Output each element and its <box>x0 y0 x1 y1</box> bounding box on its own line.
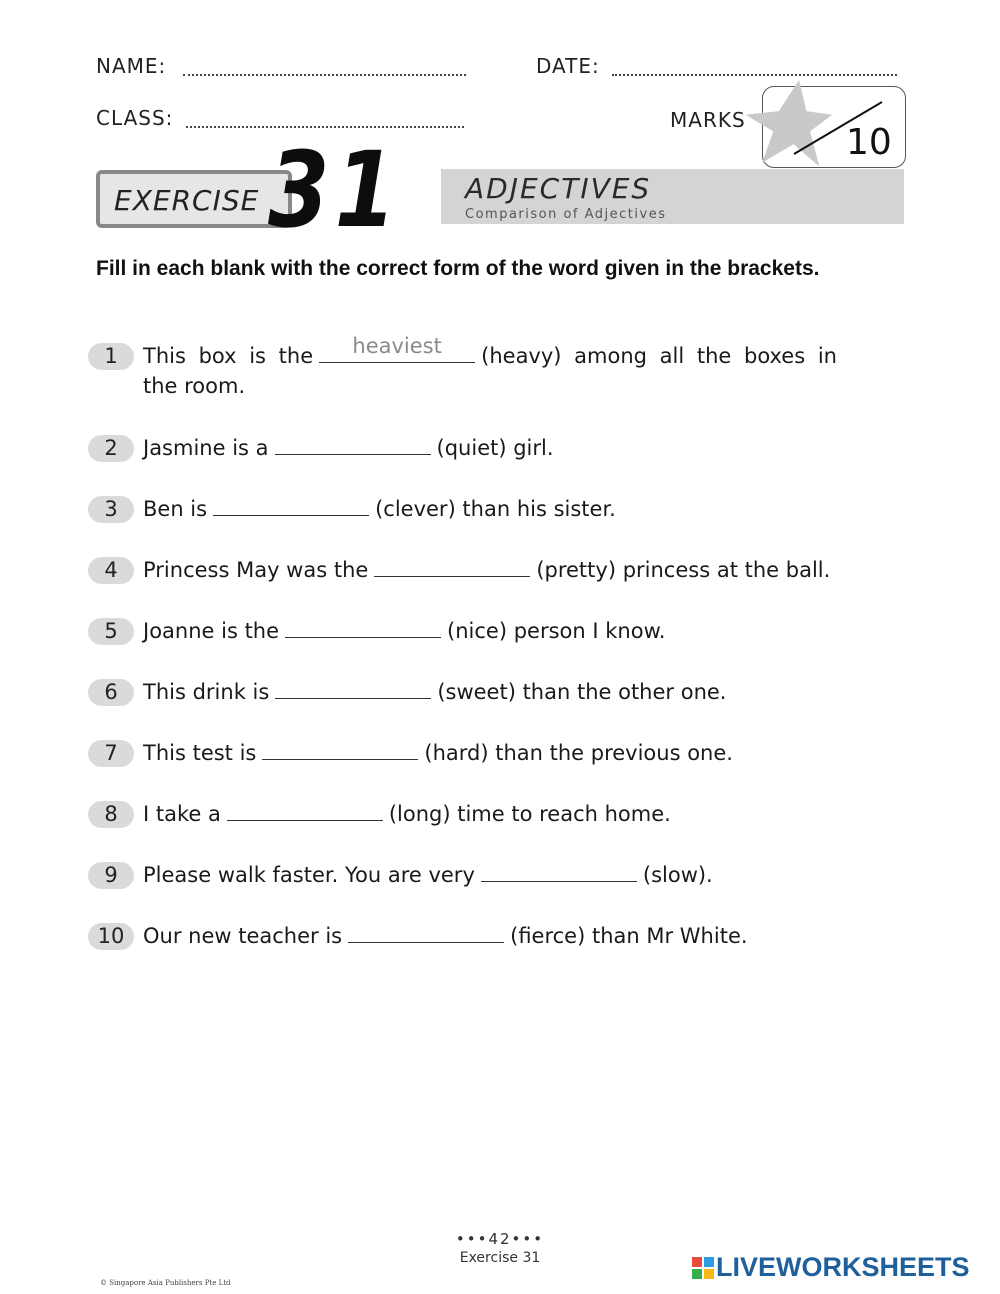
class-field[interactable] <box>186 126 464 128</box>
question-text <box>143 737 733 769</box>
topic-title: ADJECTIVES <box>465 172 652 205</box>
answer-blank[interactable] <box>275 676 431 699</box>
question-text <box>143 859 713 891</box>
question-number-badge: 6 <box>88 679 134 706</box>
question-text-after: (fierce) than Mr White. <box>510 924 748 948</box>
question-text <box>143 676 726 708</box>
answer-blank[interactable] <box>319 334 475 363</box>
question-row <box>88 615 908 651</box>
question-row <box>88 432 908 468</box>
exercise-word: EXERCISE <box>114 184 260 217</box>
answer-blank[interactable] <box>285 615 441 638</box>
question-row <box>88 859 908 895</box>
question-row <box>88 334 908 398</box>
question-text-after: (hard) than the previous one. <box>424 741 733 765</box>
question-number-badge: 3 <box>88 496 134 523</box>
question-text-after: (quiet) girl. <box>436 436 554 460</box>
question-text <box>143 920 748 952</box>
question-row <box>88 920 908 956</box>
question-row <box>88 798 908 834</box>
class-label: CLASS: <box>96 106 174 130</box>
question-text-before: I take a <box>143 802 221 826</box>
question-number-badge: 7 <box>88 740 134 767</box>
question-row <box>88 737 908 773</box>
question-row <box>88 676 908 712</box>
name-field[interactable] <box>183 74 466 76</box>
question-text <box>143 334 837 372</box>
question-text-before: Ben is <box>143 497 208 521</box>
question-text <box>143 493 616 525</box>
answer-blank[interactable] <box>262 737 418 760</box>
question-text-after: (sweet) than the other one. <box>437 680 727 704</box>
question-text-before: Please walk faster. You are very <box>143 863 475 887</box>
question-text-after: (slow). <box>642 863 713 887</box>
question-number-badge: 9 <box>88 862 134 889</box>
date-field[interactable] <box>612 74 897 76</box>
question-text-after: (nice) person I know. <box>447 619 666 643</box>
answer-blank[interactable] <box>227 798 383 821</box>
copyright-text: © Singapore Asia Publishers Pte Ltd <box>100 1279 231 1287</box>
question-text-before: This test is <box>143 741 257 765</box>
question-number-badge: 4 <box>88 557 134 584</box>
question-number-badge: 5 <box>88 618 134 645</box>
question-text-after: (heavy) among all the boxes in <box>481 344 837 368</box>
question-text <box>143 615 666 647</box>
answer-blank[interactable] <box>481 859 637 882</box>
page-exercise-label: Exercise 31 <box>459 1250 541 1266</box>
question-text-before: This box is the <box>143 344 314 368</box>
page-number: •••42••• <box>455 1230 545 1248</box>
question-text-after: (clever) than his sister. <box>375 497 616 521</box>
question-text-before: Our new teacher is <box>143 924 343 948</box>
liveworksheets-logo-icon <box>692 1257 714 1279</box>
question-text-before: Princess May was the <box>143 558 369 582</box>
question-text-before: Jasmine is a <box>143 436 269 460</box>
question-text <box>143 432 554 464</box>
question-number-badge: 1 <box>88 343 134 370</box>
question-text-after: (long) time to reach home. <box>388 802 671 826</box>
question-text-before: This drink is <box>143 680 270 704</box>
answer-blank[interactable] <box>374 554 530 577</box>
answer-blank[interactable] <box>213 493 369 516</box>
marks-label: MARKS <box>670 108 746 132</box>
question-text <box>143 798 671 830</box>
question-row <box>88 493 908 529</box>
exercise-number: 31 <box>268 129 402 251</box>
liveworksheets-logo-text[interactable]: LIVEWORKSHEETS <box>716 1252 970 1282</box>
question-text-before: Joanne is the <box>143 619 280 643</box>
question-number-badge: 8 <box>88 801 134 828</box>
question-row <box>88 554 908 590</box>
date-label: DATE: <box>536 54 600 78</box>
instruction-text: Fill in each blank with the correct form of the word given in the brackets. <box>96 257 820 280</box>
question-number-badge: 10 <box>88 923 134 950</box>
name-label: NAME: <box>96 54 167 78</box>
topic-subtitle: Comparison of Adjectives <box>465 207 667 222</box>
answer-blank[interactable] <box>275 432 431 455</box>
question-text <box>143 554 830 586</box>
question-text-after: (pretty) princess at the ball. <box>536 558 831 582</box>
answer-blank[interactable] <box>348 920 504 943</box>
question-text-continued: the room. <box>143 374 246 398</box>
marks-total: 10 <box>846 122 892 163</box>
question-number-badge: 2 <box>88 435 134 462</box>
answer-text[interactable]: heaviest <box>352 334 442 358</box>
